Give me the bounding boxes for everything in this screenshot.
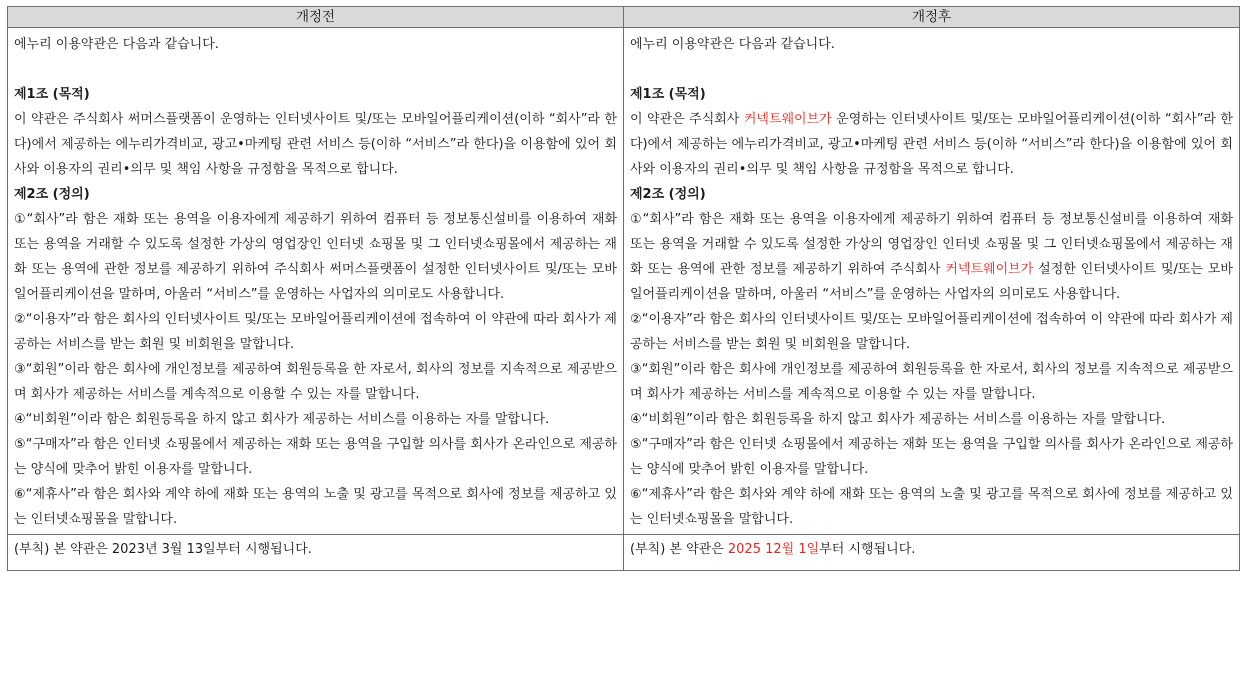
article1-post: 운영하는 인터넷사이트 및/또는 모바일어플리케이션(이하 “회사”라 한다)에서 제공하는 에누리가격비교, 광고•마케팅 관련 서비스 등(이하 “서비스”라 한다)을 이용함에 있어 회사와 이용자의 권리•의무 및 책임 사항을 규정함을 목적으로 합니다. xyxy=(14,112,617,177)
article2-title: 제2조 (정의) xyxy=(14,187,90,202)
definition-3: ③“회원”이라 함은 회사에 개인정보를 제공하여 회원등록을 한 자로서, 회사의 정보를 지속적으로 제공받으며 회사가 제공하는 서비스를 계속적으로 이용할 수 있는 자를 말합니다. xyxy=(14,362,617,402)
article1-title: 제1조 (목적) xyxy=(14,87,90,102)
article1-pre: 이 약관은 주식회사 xyxy=(630,112,744,127)
after-footer-cell xyxy=(624,535,1240,571)
article1-pre: 이 약관은 주식회사 xyxy=(14,112,128,127)
definition-1 xyxy=(14,207,617,307)
definition-1-pre: ①“회사”라 함은 재화 또는 용역을 이용자에게 제공하기 위하여 컴퓨터 등 정보통신설비를 이용하여 재화 또는 용역을 거래할 수 있도록 설정한 가상의 영업장인 인터넷 쇼핑몰 및 그 인터넷쇼핑몰에서 제공하는 재화 또는 용역에 관한 정보를 제공하기 위하여 주식회사 xyxy=(630,212,1233,277)
article1-body xyxy=(14,107,617,182)
definition-2: ②“이용자”라 함은 회사의 인터넷사이트 및/또는 모바일어플리케이션에 접속하여 이 약관에 따라 회사가 제공하는 서비스를 받는 회원 및 비회원을 말합니다. xyxy=(630,312,1233,352)
content-row xyxy=(8,28,1240,535)
article2-title: 제2조 (정의) xyxy=(630,187,706,202)
intro-text: 에누리 이용약관은 다음과 같습니다. xyxy=(14,37,219,52)
article1-post: 운영하는 인터넷사이트 및/또는 모바일어플리케이션(이하 “회사”라 한다)에서 제공하는 에누리가격비교, 광고•마케팅 관련 서비스 등(이하 “서비스”라 한다)을 이용함에 있어 회사와 이용자의 권리•의무 및 책임 사항을 규정함을 목적으로 합니다. xyxy=(630,112,1233,177)
after-content-cell xyxy=(624,28,1240,535)
article1-title: 제1조 (목적) xyxy=(630,87,706,102)
before-footer-cell xyxy=(8,535,624,571)
definition-5: ⑤“구매자”라 함은 인터넷 쇼핑몰에서 제공하는 재화 또는 용역을 구입할 의사를 회사가 온라인으로 제공하는 양식에 맞추어 밝힌 이용자를 말합니다. xyxy=(14,437,617,477)
footer-date-day-changed: 1일 xyxy=(798,542,820,557)
article1-body xyxy=(630,107,1233,182)
footer-post: 부터 시행됩니다. xyxy=(819,542,916,557)
definition-1-pre: ①“회사”라 함은 재화 또는 용역을 이용자에게 제공하기 위하여 컴퓨터 등 정보통신설비를 이용하여 재화 또는 용역을 거래할 수 있도록 설정한 가상의 영업장인 인터넷 쇼핑몰 및 그 인터넷쇼핑몰에서 제공하는 재화 또는 용역에 관한 정보를 제공하기 위하여 주식회사 xyxy=(14,212,617,277)
definition-4: ④“비회원”이라 함은 회원등록을 하지 않고 회사가 제공하는 서비스를 이용하는 자를 말합니다. xyxy=(14,412,550,427)
definition-3: ③“회원”이라 함은 회사에 개인정보를 제공하여 회원등록을 한 자로서, 회사의 정보를 지속적으로 제공받으며 회사가 제공하는 서비스를 계속적으로 이용할 수 있는 자를 말합니다. xyxy=(630,362,1233,402)
revision-comparison-table xyxy=(7,6,1240,571)
header-after: 개정후 xyxy=(624,7,1240,28)
definition-1-post: 설정한 인터넷사이트 및/또는 모바일어플리케이션을 말하며, 아울러 “서비스”를 운영하는 사업자의 의미로도 사용합니다. xyxy=(14,262,617,302)
definition-6: ⑥“제휴사”라 함은 회사와 계약 하에 재화 또는 용역의 노출 및 광고를 목적으로 회사에 정보를 제공하고 있는 인터넷쇼핑몰을 말합니다. xyxy=(14,487,617,527)
footer-pre: (부칙) 본 약관은 xyxy=(14,542,112,557)
definition-6: ⑥“제휴사”라 함은 회사와 계약 하에 재화 또는 용역의 노출 및 광고를 목적으로 회사에 정보를 제공하고 있는 인터넷쇼핑몰을 말합니다. xyxy=(630,487,1233,527)
footer-post: 부터 시행됩니다. xyxy=(215,542,312,557)
definition-2: ②“이용자”라 함은 회사의 인터넷사이트 및/또는 모바일어플리케이션에 접속하여 이 약관에 따라 회사가 제공하는 서비스를 받는 회원 및 비회원을 말합니다. xyxy=(14,312,617,352)
footer-date-year-changed: 2025 xyxy=(727,542,761,557)
definition-4: ④“비회원”이라 함은 회원등록을 하지 않고 회사가 제공하는 서비스를 이용하는 자를 말합니다. xyxy=(630,412,1166,427)
article1-company-changed: 커넥트웨이브가 xyxy=(743,112,832,127)
header-before: 개정전 xyxy=(8,7,624,28)
footer-date: 2023년 3월 13일 xyxy=(111,542,216,557)
definition-1-post: 설정한 인터넷사이트 및/또는 모바일어플리케이션을 말하며, 아울러 “서비스”를 운영하는 사업자의 의미로도 사용합니다. xyxy=(630,262,1233,302)
intro-text: 에누리 이용약관은 다음과 같습니다. xyxy=(630,37,835,52)
definition-5: ⑤“구매자”라 함은 인터넷 쇼핑몰에서 제공하는 재화 또는 용역을 구입할 의사를 회사가 온라인으로 제공하는 양식에 맞추어 밝힌 이용자를 말합니다. xyxy=(630,437,1233,477)
definition-1-company: 써머스플랫폼이 xyxy=(329,262,418,277)
footer-pre: (부칙) 본 약관은 xyxy=(630,542,728,557)
article1-company: 써머스플랫폼이 xyxy=(127,112,216,127)
header-row xyxy=(8,7,1240,28)
footer-row xyxy=(8,535,1240,571)
comparison-table-wrapper xyxy=(7,6,1239,571)
spacer xyxy=(630,57,1233,82)
before-content-cell xyxy=(8,28,624,535)
spacer xyxy=(14,57,617,82)
footer-date-month-changed: 12월 xyxy=(765,542,795,557)
definition-1-company-changed: 커넥트웨이브가 xyxy=(945,262,1034,277)
definition-1 xyxy=(630,207,1233,307)
